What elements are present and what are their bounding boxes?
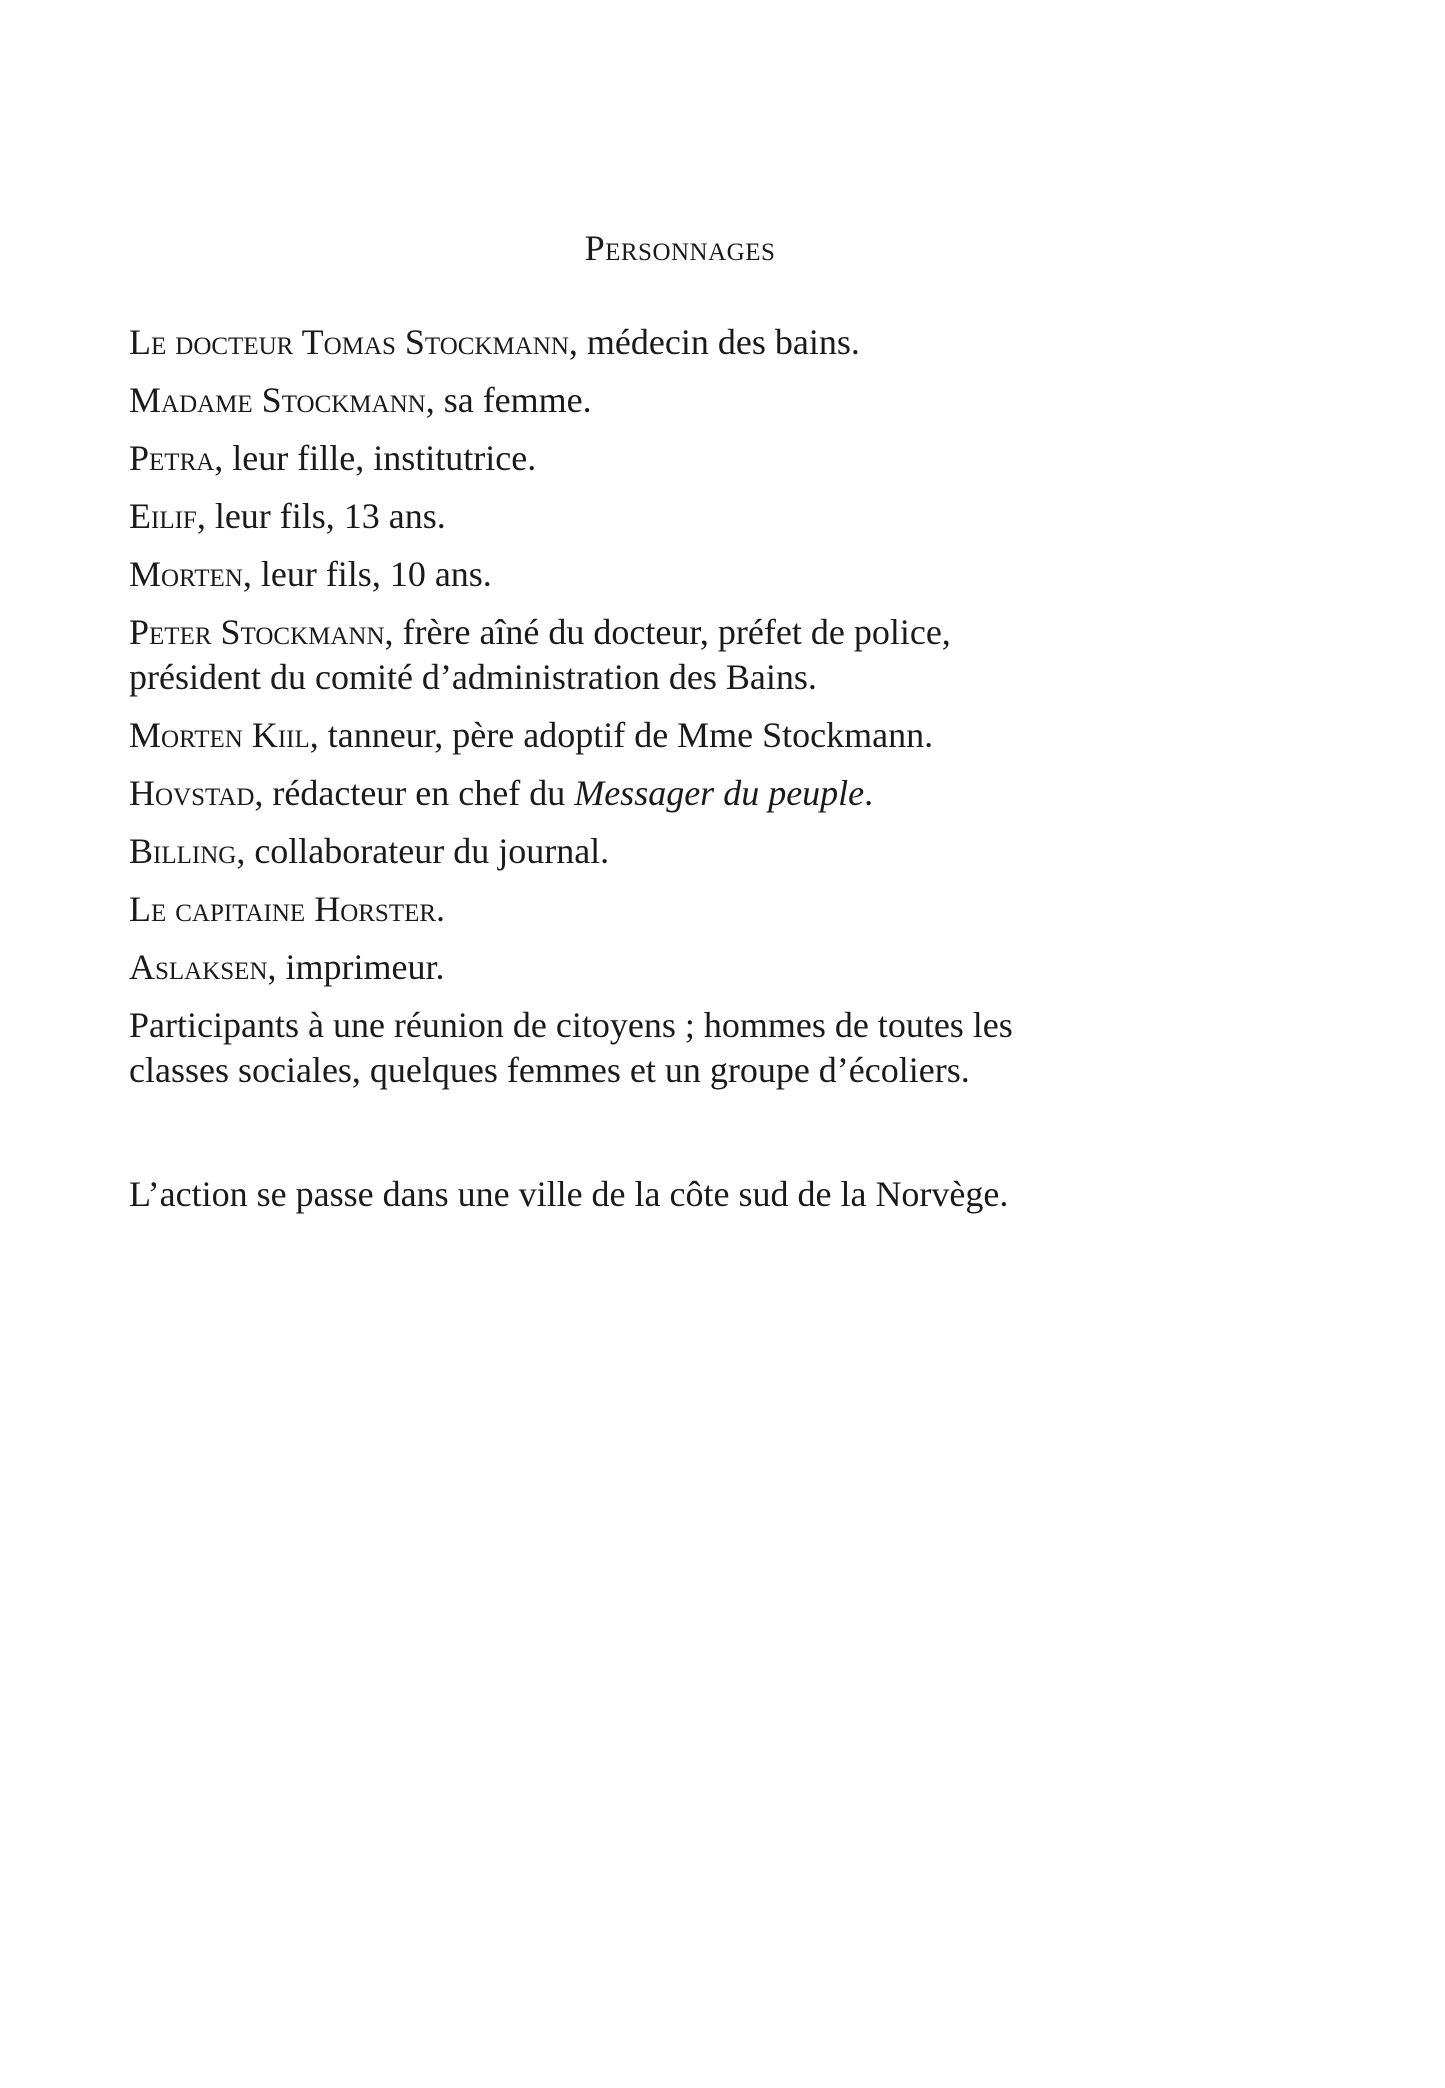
character-name: Hovstad	[129, 773, 255, 813]
character-description: , leur fille, institutrice.	[214, 438, 537, 478]
character-description: , tanneur, père adoptif de Mme Stockmann.	[309, 715, 934, 755]
character-description: , médecin des bains.	[568, 322, 860, 362]
participants-entry	[129, 1003, 1229, 1093]
cast-entry	[129, 610, 1229, 700]
character-name: Le capitaine Horster	[129, 889, 437, 929]
character-description: , frère aîné du docteur, préfet de police,	[384, 612, 951, 652]
newspaper-title: Messager du peuple	[574, 773, 865, 813]
cast-entry	[129, 436, 1229, 481]
cast-list	[129, 320, 1229, 1106]
punctuation: .	[864, 773, 874, 813]
cast-entry	[129, 494, 1229, 539]
cast-entry	[129, 552, 1229, 597]
character-description: .	[436, 889, 446, 929]
setting-note: L’action se passe dans une ville de la côte sud de la Norvège.	[129, 1174, 1009, 1214]
character-name: Madame Stockmann	[129, 380, 426, 420]
character-description: , imprimeur.	[267, 947, 445, 987]
character-description: , leur fils, 10 ans.	[242, 554, 492, 594]
cast-entry	[129, 887, 1229, 932]
character-name: Billing	[129, 831, 237, 871]
cast-entry	[129, 829, 1229, 874]
character-name: Peter Stockmann	[129, 612, 385, 652]
character-description: , collaborateur du journal.	[236, 831, 610, 871]
participants-line: classes sociales, quelques femmes et un groupe d’écoliers.	[129, 1050, 970, 1090]
cast-entry	[129, 771, 1229, 816]
cast-entry	[129, 378, 1229, 423]
character-name: Petra	[129, 438, 215, 478]
character-description: , leur fils, 13 ans.	[196, 496, 446, 536]
character-name: Morten	[129, 554, 243, 594]
participants-line: Participants à une réunion de citoyens ; hommes de toutes les	[129, 1005, 1013, 1045]
character-name: Eilif	[129, 496, 197, 536]
character-description: , rédacteur en chef du	[254, 773, 575, 813]
character-name: Morten Kiil	[129, 715, 310, 755]
cast-entry	[129, 945, 1229, 990]
character-description: , sa femme.	[425, 380, 592, 420]
cast-entry	[129, 713, 1229, 758]
character-description-continued: président du comité d’administration des Bains.	[129, 657, 817, 697]
page-title: Personnages	[584, 228, 776, 268]
character-name: Le docteur Tomas Stockmann	[129, 322, 569, 362]
cast-entry	[129, 320, 1229, 365]
character-name: Aslaksen	[129, 947, 268, 987]
